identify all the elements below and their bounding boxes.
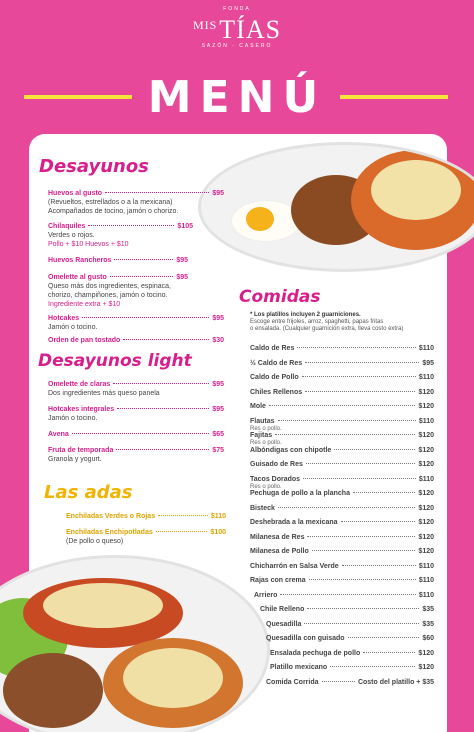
item-name: Albóndigas con chipotle bbox=[250, 446, 332, 454]
item-price: $95 bbox=[212, 190, 224, 197]
item-name: Tacos Dorados bbox=[250, 475, 301, 483]
logo-top-text: FONDA bbox=[223, 6, 251, 12]
item-name: Fajitas bbox=[250, 432, 273, 439]
note-line: o ensalada. (Cualquier guarnición extra, lleva costo extra) bbox=[250, 326, 404, 332]
item-description: Queso más dos ingredientes, espinaca, bbox=[48, 283, 171, 290]
item-price: $120 bbox=[418, 461, 434, 468]
item-name: Chile Relleno bbox=[260, 606, 305, 613]
item-price: $75 bbox=[212, 447, 224, 454]
item-name: Pechuga de pollo a la plancha bbox=[250, 490, 350, 497]
menu-title: MENÚ bbox=[147, 72, 327, 123]
menu-item bbox=[48, 380, 224, 398]
item-price: $120 bbox=[418, 649, 434, 657]
item-price: $110 bbox=[418, 417, 434, 425]
menu-item bbox=[66, 528, 226, 546]
item-description: (Revueltos, estrellados o a la mexicana) bbox=[48, 199, 173, 206]
item-name: Hotcakes integrales bbox=[48, 406, 115, 413]
section-comidas-heading: Comidas bbox=[239, 287, 321, 307]
comidas-item bbox=[250, 359, 434, 368]
item-name: Hotcakes bbox=[48, 315, 80, 322]
item-name: Omelette al gusto bbox=[48, 274, 107, 281]
item-price: $95 bbox=[422, 359, 434, 367]
item-price: $120 bbox=[418, 548, 434, 555]
item-name: Fruta de temporada bbox=[48, 447, 114, 454]
comidas-item bbox=[250, 388, 434, 397]
breakfast-plate-image bbox=[198, 142, 474, 272]
item-description: Verdes o rojos. bbox=[48, 232, 95, 239]
comidas-item bbox=[250, 489, 434, 498]
item-price: $60 bbox=[422, 635, 434, 642]
item-price: $95 bbox=[212, 406, 224, 413]
comidas-item bbox=[270, 663, 434, 672]
item-name: Chilaquiles bbox=[48, 223, 86, 230]
item-price: $65 bbox=[212, 431, 224, 438]
item-name: Deshebrada a la mexicana bbox=[250, 519, 338, 526]
item-name: Mole bbox=[250, 403, 266, 410]
item-name: Comida Corrida bbox=[266, 678, 319, 686]
item-price: $110 bbox=[210, 513, 226, 520]
item-name: Caldo de Res bbox=[250, 345, 295, 352]
comidas-item bbox=[250, 504, 434, 513]
item-price: $95 bbox=[212, 381, 224, 388]
item-price: $110 bbox=[418, 591, 434, 599]
item-name: Omelette de claras bbox=[48, 381, 111, 388]
comidas-item bbox=[254, 591, 434, 600]
comidas-item bbox=[250, 460, 434, 469]
menu-item bbox=[48, 314, 224, 332]
comidas-item bbox=[266, 634, 434, 643]
item-price: $110 bbox=[418, 374, 434, 381]
item-description: Acompañados de tocino, jamón o chorizo. bbox=[48, 208, 179, 215]
item-price: $120 bbox=[418, 504, 434, 512]
comidas-item bbox=[250, 344, 434, 353]
section-adas-heading: Las adas bbox=[44, 482, 133, 503]
item-description: Jamón o tocino. bbox=[48, 415, 98, 422]
menu-item bbox=[48, 256, 188, 265]
item-price: $120 bbox=[418, 519, 434, 526]
logo-name bbox=[0, 12, 474, 43]
item-price: $110 bbox=[418, 475, 434, 483]
logo-tias: TÍAS bbox=[219, 15, 282, 44]
item-price: $110 bbox=[418, 577, 434, 584]
item-description: Dos ingredientes más queso panela bbox=[48, 390, 160, 397]
item-price: $35 bbox=[422, 606, 434, 613]
comidas-item bbox=[260, 605, 434, 614]
item-description: chorizo, champiñones, jamón o tocino. bbox=[48, 292, 168, 299]
comidas-item bbox=[250, 547, 434, 556]
item-name: Chiles Rellenos bbox=[250, 388, 303, 396]
item-name: Huevos Rancheros bbox=[48, 257, 112, 264]
item-name: Caldo de Pollo bbox=[250, 374, 299, 381]
item-name: Enchiladas Verdes o Rojas bbox=[66, 513, 156, 520]
item-name: Flautas bbox=[250, 417, 275, 425]
item-price: Costo del platillo + $35 bbox=[357, 678, 434, 686]
item-name: Bisteck bbox=[250, 504, 275, 512]
comidas-note bbox=[250, 312, 440, 333]
item-name: Platillo mexicano bbox=[270, 664, 328, 671]
item-price: $30 bbox=[212, 337, 224, 344]
item-name: Ensalada pechuga de pollo bbox=[270, 649, 361, 657]
menu-item bbox=[48, 430, 224, 439]
item-price: $120 bbox=[418, 403, 434, 410]
item-name: Quesadilla bbox=[266, 620, 302, 628]
comidas-item bbox=[250, 576, 434, 585]
comidas-item bbox=[250, 373, 434, 382]
item-price: $120 bbox=[418, 446, 434, 454]
menu-item bbox=[48, 446, 224, 464]
section-light-heading: Desayunos light bbox=[38, 351, 192, 371]
item-name: Quesadilla con guisado bbox=[266, 635, 345, 642]
item-name: Rajas con crema bbox=[250, 577, 306, 584]
comidas-item bbox=[266, 620, 434, 629]
item-price: $95 bbox=[176, 274, 188, 281]
item-price: $120 bbox=[418, 664, 434, 671]
menu-item bbox=[66, 512, 226, 521]
menu-item bbox=[48, 189, 224, 216]
logo-mis: MIS bbox=[192, 18, 218, 32]
comidas-item bbox=[250, 518, 434, 527]
note-line: * Los platillos incluyen 2 guarniciones. bbox=[250, 312, 361, 318]
comidas-item bbox=[250, 402, 434, 411]
item-name: Orden de pan tostado bbox=[48, 337, 121, 344]
item-price: $100 bbox=[210, 529, 226, 536]
comidas-item bbox=[250, 533, 434, 542]
comidas-item bbox=[270, 649, 434, 658]
item-price: $120 bbox=[418, 388, 434, 396]
item-name: Enchiladas Enchipotladas bbox=[66, 529, 153, 536]
item-name: Huevos al gusto bbox=[48, 190, 103, 197]
item-extra: Ingrediente extra + $10 bbox=[48, 301, 121, 308]
item-name: Milanesa de Res bbox=[250, 533, 305, 541]
comidas-item bbox=[266, 678, 434, 687]
item-name: Avena bbox=[48, 431, 69, 438]
menu-item bbox=[48, 273, 188, 309]
item-name: Arriero bbox=[254, 591, 278, 599]
menu-item bbox=[48, 222, 193, 249]
item-description: (De pollo o queso) bbox=[66, 538, 124, 545]
comidas-item bbox=[250, 562, 434, 571]
restaurant-logo bbox=[0, 6, 474, 49]
item-extra: Pollo + $10 Huevos + $10 bbox=[48, 241, 129, 248]
comidas-item bbox=[250, 446, 434, 455]
menu-item bbox=[48, 405, 224, 423]
item-price: $120 bbox=[418, 432, 434, 439]
item-price: $95 bbox=[212, 315, 224, 322]
item-name: Milanesa de Pollo bbox=[250, 548, 309, 555]
logo-subtitle: SAZÓN · CASERO bbox=[201, 43, 273, 49]
item-price: $105 bbox=[177, 223, 193, 230]
item-price: $95 bbox=[176, 257, 188, 264]
item-price: $120 bbox=[418, 490, 434, 497]
menu-item bbox=[48, 336, 224, 345]
item-description: Jamón o tocino. bbox=[48, 324, 98, 331]
item-name: ½ Caldo de Res bbox=[250, 359, 303, 367]
item-price: $35 bbox=[422, 620, 434, 628]
note-line: Escoge entre frijoles, arroz, spaghetti, papas fritas bbox=[250, 319, 384, 325]
item-name: Chicharrón en Salsa Verde bbox=[250, 562, 339, 570]
item-description: Granola y yogurt. bbox=[48, 456, 102, 463]
item-price: $110 bbox=[418, 345, 434, 352]
item-price: $120 bbox=[418, 533, 434, 541]
item-name: Guisado de Res bbox=[250, 461, 303, 468]
section-desayunos-heading: Desayunos bbox=[39, 156, 149, 177]
item-description: Res o pollo. bbox=[250, 440, 282, 446]
item-description: Res o pollo. bbox=[250, 425, 282, 432]
item-description: Res o pollo. bbox=[250, 483, 282, 490]
item-price: $110 bbox=[418, 562, 434, 570]
